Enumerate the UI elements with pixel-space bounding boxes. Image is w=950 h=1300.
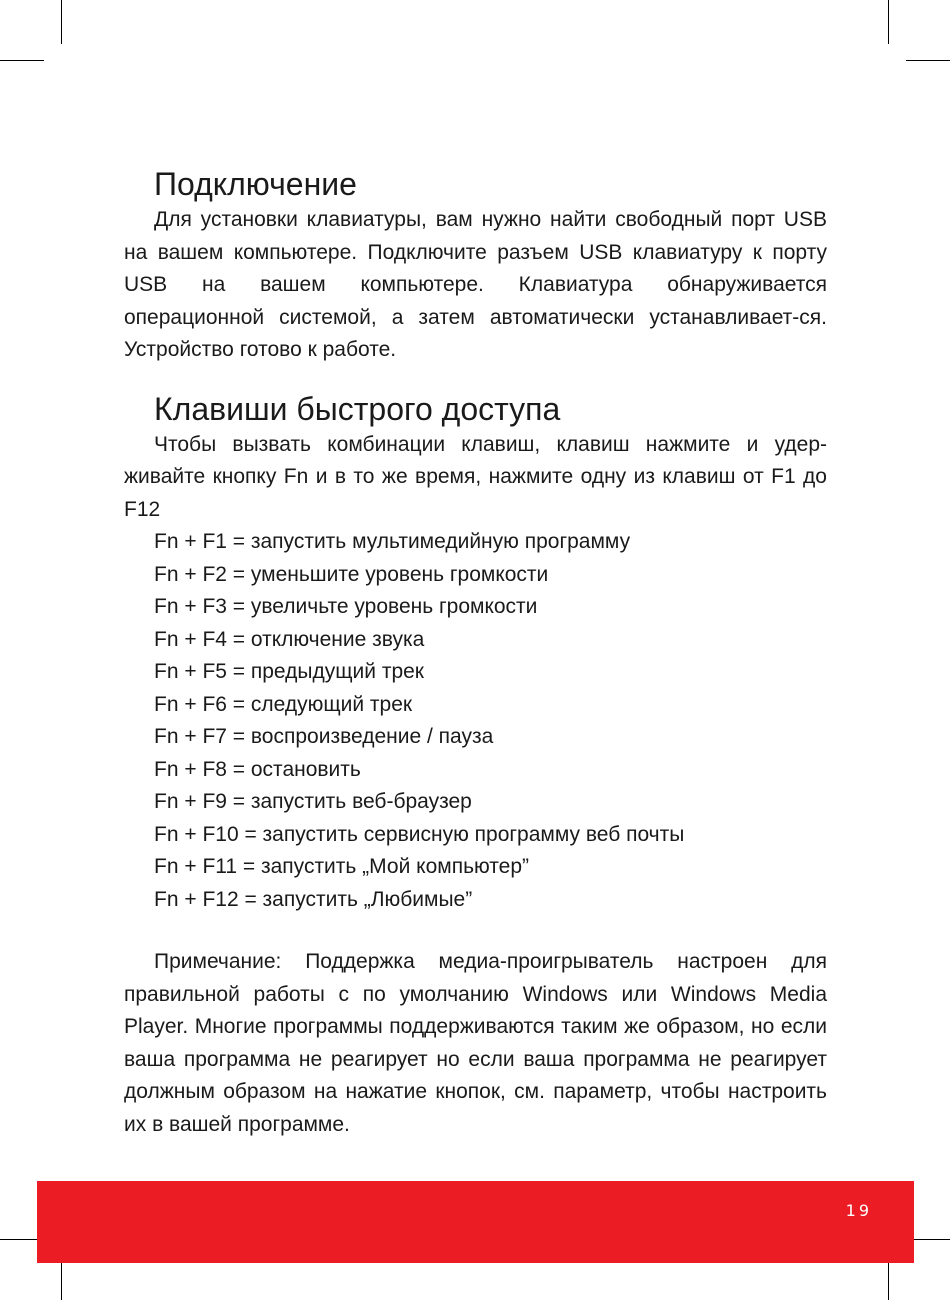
hotkeys-section bbox=[124, 389, 827, 917]
hotkey-item-f5: Fn + F5 = предыдущий трек bbox=[154, 660, 424, 683]
hotkey-item-f9: Fn + F9 = запустить веб-браузер bbox=[154, 790, 472, 813]
connection-section bbox=[124, 164, 827, 367]
crop-mark-top-right-horizontal bbox=[906, 60, 950, 61]
hotkey-item-f2: Fn + F2 = уменьшите уровень громкости bbox=[154, 562, 549, 586]
crop-mark-top-left-vertical bbox=[61, 0, 62, 44]
hotkey-item-f1: Fn + F1 = запустить мультимедийную программу bbox=[154, 530, 631, 553]
hotkey-item-f4: Fn + F4 = отключение звука bbox=[154, 627, 425, 651]
footer-band bbox=[37, 1181, 914, 1263]
note-paragraph: Примечание: Поддержка медиа-проигрыватель настроен для правильной работы с по умолчанию Windows или Windows Media Player. Многие программы поддерживаются таким же образом, но если ваша программа не реагирует но если ваша программа не реагирует должным образом на нажатие кнопок, см. параметр, чтобы настроить их в вашей программе. bbox=[124, 950, 827, 1136]
hotkeys-intro-paragraph: Чтобы вызвать комбинации клавиш, клавиш нажмите и удер-живайте кнопку Fn и в то же время, нажмите одну из клавиш от F1 до F12 bbox=[124, 432, 827, 521]
hotkey-item-f12: Fn + F12 = запустить „Любимые” bbox=[154, 887, 473, 911]
connection-heading: Подключение bbox=[154, 166, 357, 202]
page-number: 19 bbox=[845, 1201, 872, 1220]
hotkey-item-f11: Fn + F11 = запустить „Мой компьютер” bbox=[154, 855, 530, 878]
connection-paragraph: Для установки клавиатуры, вам нужно найти свободный порт USB на вашем компьютере. Подключите разъем USB клавиатуру к порту USB на вашем компьютере. Клавиатура обнаруживается операционной системой, а затем автоматически устанавливает-ся. Устройство готово к работе. bbox=[124, 208, 827, 361]
hotkey-item-f10: Fn + F10 = запустить сервисную программу веб почты bbox=[154, 822, 685, 846]
crop-mark-top-right-vertical bbox=[888, 0, 889, 44]
hotkeys-heading: Клавиши быстрого доступа bbox=[154, 390, 561, 427]
crop-mark-top-left-horizontal bbox=[0, 60, 44, 61]
hotkey-list bbox=[124, 526, 827, 916]
hotkey-item-f3: Fn + F3 = увеличьте уровень громкости bbox=[154, 595, 538, 618]
hotkey-item-f7: Fn + F7 = воспроизведение / пауза bbox=[154, 725, 494, 748]
hotkey-item-f6: Fn + F6 = следующий трек bbox=[154, 692, 413, 716]
page-content bbox=[124, 164, 827, 1141]
hotkey-item-f8: Fn + F8 = остановить bbox=[154, 757, 361, 781]
